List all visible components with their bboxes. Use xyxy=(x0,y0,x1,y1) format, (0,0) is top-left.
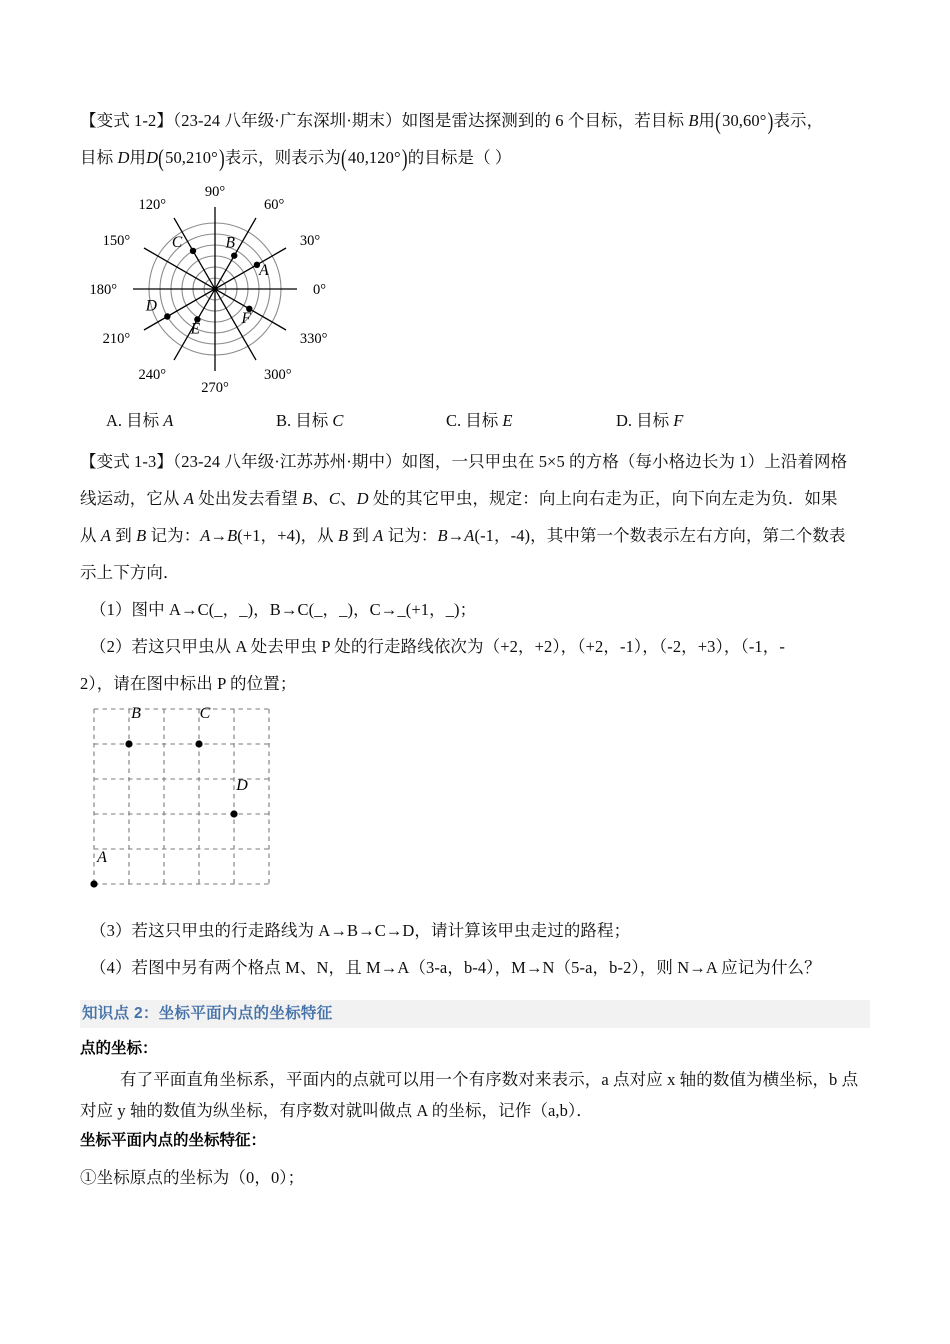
radar-angle-label-60: 60° xyxy=(264,197,285,214)
q13-l2b: 处出发去看望 xyxy=(194,489,303,508)
q13-l3e: (+1，+4)，从 xyxy=(237,526,339,545)
knowledge-point-banner-row xyxy=(80,1000,870,1028)
q13-l4: 示上下方向． xyxy=(80,563,180,582)
knowledge-point-banner: 知识点 2：坐标平面内点的坐标特征 xyxy=(80,1000,335,1028)
radar-point-label-C: C xyxy=(171,233,183,251)
radar-svg xyxy=(84,176,384,401)
option-c-point: E xyxy=(502,411,513,430)
body-text-point-coordinates-line1: 有了平面直角坐标系，平面内的点就可以用一个有序数对来表示，a 点对应 x 轴的数值为横坐标，b 点 xyxy=(120,1070,859,1089)
option-b[interactable] xyxy=(276,406,446,436)
option-b-label: 目标 xyxy=(295,411,333,430)
q13-part4: （4）若图中另有两个格点 M、N，且 M→A（3-a，b-4），M→N（5-a，b-2），则 N→A 应记为什么？ xyxy=(90,958,821,977)
question-1-3-line4 xyxy=(80,554,870,591)
q12-coord-target: ( 40,120° ) xyxy=(341,139,408,176)
radar-point-label-F: F xyxy=(241,309,252,327)
sub-heading-point-coordinates: 点的坐标： xyxy=(80,1040,158,1057)
q13-source: （23-24 八年级·江苏苏州·期中） xyxy=(172,452,402,471)
q13-l3b: 到 xyxy=(111,526,137,545)
option-c-label: 目标 xyxy=(465,411,503,430)
q12-point-d: D xyxy=(117,148,130,167)
option-d-point: F xyxy=(673,411,684,430)
radar-point-label-E: E xyxy=(190,320,201,338)
q12-line2-b: 用 xyxy=(129,148,147,167)
option-d-key: D. xyxy=(616,411,633,430)
radar-angle-label-0: 0° xyxy=(313,282,327,298)
question-1-3-stem xyxy=(80,443,870,480)
q13-tag: 【变式 1-3】 xyxy=(80,452,173,471)
q13-l3d1: → xyxy=(210,526,228,545)
option-a-key: A. xyxy=(106,411,123,430)
question-1-3-part4 xyxy=(80,949,870,986)
q13-line1: 如图，一只甲虫在 5×5 的方格（每小格边长为 1）上沿着网格 xyxy=(401,452,848,471)
feature-item-1: ①坐标原点的坐标为（0，0）； xyxy=(80,1168,305,1187)
radar-angle-label-300: 300° xyxy=(264,366,292,383)
option-c-key: C. xyxy=(446,411,462,430)
radar-angle-label-150: 150° xyxy=(102,233,131,249)
q12-tag: 【变式 1-2】 xyxy=(80,111,173,130)
grid-svg xyxy=(80,702,310,912)
q13-l3c: 记为： xyxy=(146,526,201,545)
radar-figure-wrap xyxy=(80,176,870,401)
grid-point-B[interactable] xyxy=(125,740,132,747)
q12-stem-c: 表示， xyxy=(773,111,824,130)
question-1-3-part2-line1 xyxy=(80,628,870,665)
q13-part3: （3）若这只甲虫的行走路线为 A→B→C→D，请计算该甲虫走过的路程； xyxy=(90,921,631,940)
q13-part2-l2: 2），请在图中标出 P 的位置； xyxy=(80,674,297,693)
radar-point-D[interactable] xyxy=(164,313,170,319)
q12-line2-d: 的目标是（ ） xyxy=(407,148,512,167)
q12-line2-a: 目标 xyxy=(80,148,118,167)
q12-coord-d: ( 50,210° ) xyxy=(158,139,225,176)
option-b-key: B. xyxy=(276,411,292,430)
q13-l3h: (-1，-4)，其中第一个数表示左右方向，第二个数表 xyxy=(474,526,846,545)
q13-part2-l1: （2）若这只甲虫从 A 处去甲虫 P 处的行走路线依次为（+2，+2），（+2，-1），（-2，+3），（-1，- xyxy=(90,637,785,656)
grid-point-D[interactable] xyxy=(230,810,237,817)
question-1-3-line2: 线运动，它从 A 处出发去看望 B、C、D 处的其它甲虫，规定：向上向右走为正，向下向左走为负．如果 xyxy=(80,489,838,508)
question-1-3-line3: 从 A 到 B 记为：A→B(+1，+4)，从 B 到 A 记为：B→A(-1，-4)，其中第一个数表示左右方向，第二个数表 xyxy=(80,526,846,545)
q13-l2c: 、 xyxy=(312,489,329,508)
q12-source: （23-24 八年级·广东深圳·期末） xyxy=(172,111,402,130)
q13-l2a: 线运动，它从 xyxy=(80,489,184,508)
q12-line2-c: 表示，则表示为 xyxy=(224,148,341,167)
question-1-3-part3 xyxy=(80,912,870,949)
q13-l3g: 记为： xyxy=(383,526,438,545)
radar-angle-label-30: 30° xyxy=(299,233,321,249)
q13-l3d2: → xyxy=(447,526,465,545)
option-c[interactable] xyxy=(446,406,616,436)
radar-angle-label-240: 240° xyxy=(138,366,166,383)
option-b-point: C xyxy=(332,411,344,430)
q13-l2d: 、 xyxy=(339,489,357,508)
radar-angle-label-120: 120° xyxy=(138,197,166,214)
radar-point-C[interactable] xyxy=(190,248,196,254)
q12-coord-b: ( 30,60° ) xyxy=(715,102,773,139)
grid-point-C[interactable] xyxy=(195,740,202,747)
option-d-label: 目标 xyxy=(636,411,674,430)
option-a-label: 目标 xyxy=(126,411,164,430)
body-text-point-coordinates-line2: 对应 y 轴的数值为纵坐标，有序数对就叫做点 A 的坐标，记作（a,b）． xyxy=(80,1101,593,1120)
q12-d-func: D xyxy=(146,148,159,167)
q13-part1: （1）图中 A→C(_，_)，B→C(_，_)，C→_(+1，_)； xyxy=(90,600,477,619)
radar-angle-label-90: 90° xyxy=(204,184,226,200)
grid-point-label-B: B xyxy=(131,705,141,722)
option-d[interactable] xyxy=(616,406,683,436)
radar-point-label-A: A xyxy=(259,261,269,279)
q12-stem-b: 用 xyxy=(698,111,716,130)
grid-point-label-D: D xyxy=(236,777,248,794)
grid-chart xyxy=(80,702,310,912)
question-1-3-part2-line2 xyxy=(80,665,870,702)
q13-l3f: 到 xyxy=(348,526,374,545)
grid-figure-wrap xyxy=(80,702,870,912)
grid-point-A[interactable] xyxy=(90,880,97,887)
radar-point-B[interactable] xyxy=(231,252,237,258)
radar-angle-label-270: 270° xyxy=(201,380,229,396)
radar-point-label-B: B xyxy=(225,234,235,252)
radar-angle-label-180: 180° xyxy=(89,282,117,298)
grid-point-label-C: C xyxy=(199,705,211,722)
radar-angle-label-330: 330° xyxy=(299,331,328,347)
radar-point-label-D: D xyxy=(145,297,157,315)
grid-point-label-A: A xyxy=(97,849,107,866)
q12-point-b: B xyxy=(688,111,699,130)
option-a[interactable] xyxy=(106,406,276,436)
radar-angle-label-210: 210° xyxy=(102,331,131,347)
question-1-2-stem xyxy=(80,0,870,139)
answer-options xyxy=(80,406,870,436)
sub-heading-coordinate-features: 坐标平面内点的坐标特征： xyxy=(80,1132,267,1149)
q12-stem-a: 如图是雷达探测到的 6 个目标，若目标 xyxy=(401,111,689,130)
radar-chart xyxy=(84,176,384,401)
question-1-3-part1 xyxy=(80,591,870,628)
option-a-point: A xyxy=(163,411,174,430)
q13-l2e: 处的其它甲虫，规定：向上向右走为正，向下向左走为负．如果 xyxy=(368,489,838,508)
question-1-2-stem-line2 xyxy=(80,139,870,176)
q13-l3a: 从 xyxy=(80,526,101,545)
